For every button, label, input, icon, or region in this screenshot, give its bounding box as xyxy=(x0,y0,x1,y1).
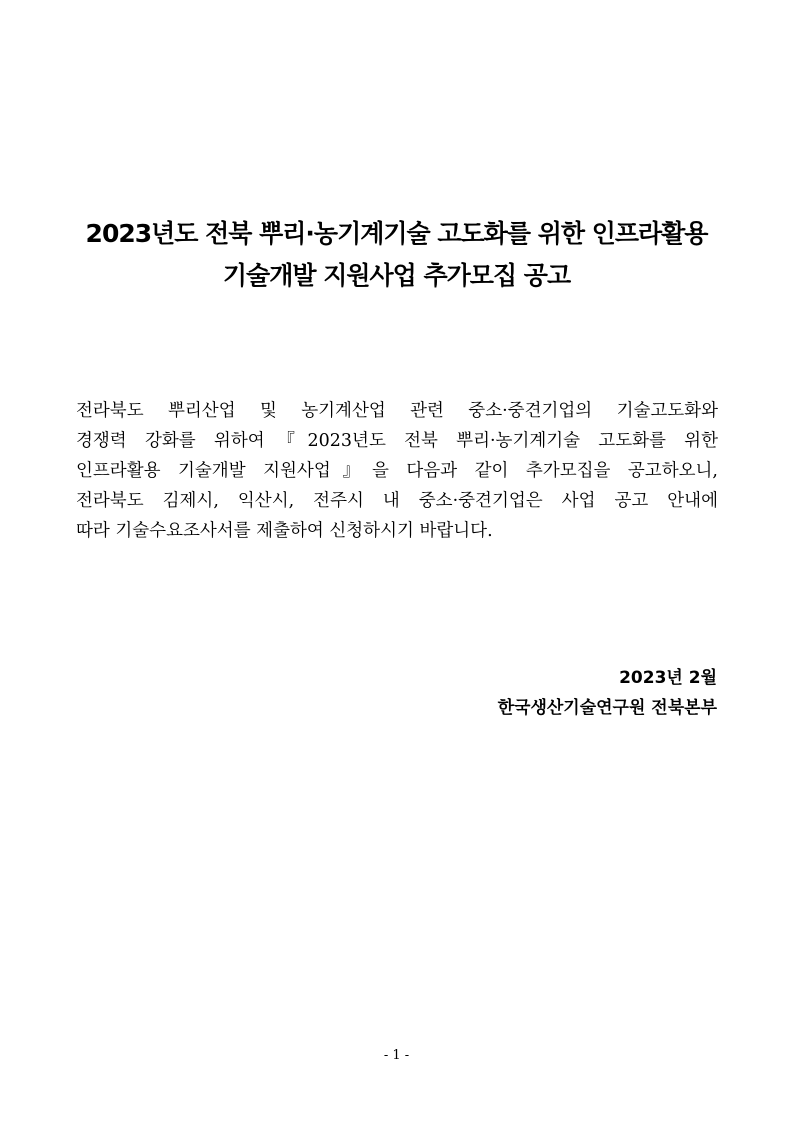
page-number: - 1 - xyxy=(383,1048,410,1063)
body-line-4: 전라북도 김제시, 익산시, 전주시 내 중소·중견기업은 사업 공고 안내에 xyxy=(76,491,718,511)
issuing-organization: 한국생산기술연구원 전북본부 xyxy=(497,698,717,718)
body-line-3: 인프라활용 기술개발 지원사업』을 다음과 같이 추가모집을 공고하오니, xyxy=(76,461,718,481)
announcement-date: 2023년 2월 xyxy=(619,668,717,688)
announcement-title-line-1: 2023년도 전북 뿌리·농기계기술 고도화를 위한 인프라활용 xyxy=(85,219,708,248)
announcement-title-line-2: 기술개발 지원사업 추가모집 공고 xyxy=(222,261,571,290)
body-line-5: 따라 기술수요조사서를 제출하여 신청하시기 바랍니다. xyxy=(76,521,493,541)
body-line-2: 경쟁력 강화를 위하여『2023년도 전북 뿌리·농기계기술 고도화를 위한 xyxy=(76,431,718,451)
body-line-1: 전라북도 뿌리산업 및 농기계산업 관련 중소·중견기업의 기술고도화와 xyxy=(76,401,718,421)
announcement-body xyxy=(76,396,718,546)
